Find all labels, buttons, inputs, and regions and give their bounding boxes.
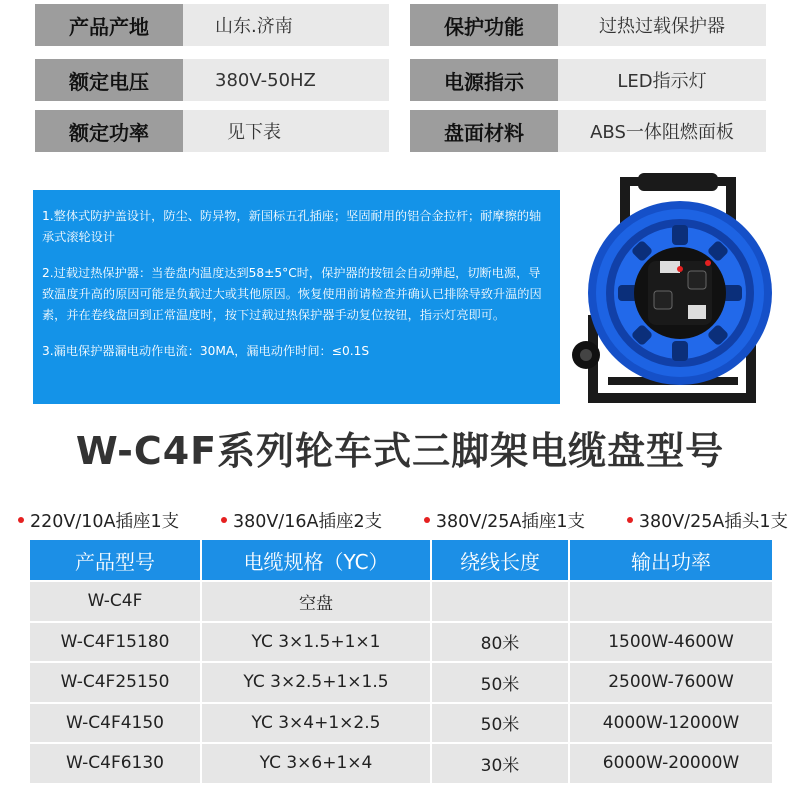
spec-value: 过热过载保护器 — [558, 4, 766, 46]
table-cell: 80米 — [430, 623, 568, 662]
table-cell: W-C4F6130 — [30, 744, 200, 783]
table-cell — [430, 582, 568, 621]
spec-row-origin — [35, 4, 389, 46]
feature-description-box — [33, 190, 560, 404]
table-cell: 50米 — [430, 663, 568, 702]
socket-item — [627, 508, 788, 533]
spec-label: 盘面材料 — [410, 110, 558, 152]
socket-item — [424, 508, 585, 533]
table-row — [30, 702, 772, 743]
spec-row-voltage — [35, 59, 389, 101]
spec-row-material — [410, 110, 766, 152]
spec-label: 额定电压 — [35, 59, 183, 101]
bullet-icon — [221, 517, 227, 523]
spec-value: 山东.济南 — [183, 4, 389, 46]
model-table — [30, 540, 772, 783]
table-cell: YC 3×4+1×2.5 — [200, 704, 430, 743]
table-cell: YC 3×6+1×4 — [200, 744, 430, 783]
table-row — [30, 742, 772, 783]
bullet-icon — [627, 517, 633, 523]
table-cell: W-C4F4150 — [30, 704, 200, 743]
table-row — [30, 580, 772, 621]
table-cell: 30米 — [430, 744, 568, 783]
spec-label: 额定功率 — [35, 110, 183, 152]
table-header-row — [30, 540, 772, 580]
socket-list — [18, 506, 788, 534]
table-cell: 6000W-20000W — [568, 744, 772, 783]
bullet-icon — [424, 517, 430, 523]
spec-label: 电源指示 — [410, 59, 558, 101]
cable-reel-product-image — [568, 165, 778, 420]
table-row — [30, 621, 772, 662]
spec-value: 380V-50HZ — [183, 59, 389, 101]
spec-label: 保护功能 — [410, 4, 558, 46]
spec-value: LED指示灯 — [558, 59, 766, 101]
feature-item: 1.整体式防护盖设计，防尘、防异物，新国标五孔插座；坚固耐用的铝合金拉杆；耐摩擦的轴承式滚轮设计 — [42, 209, 542, 244]
spec-value: ABS一体阻燃面板 — [558, 110, 766, 152]
spec-row-indicator — [410, 59, 766, 101]
table-cell: 50米 — [430, 704, 568, 743]
table-header-cell: 电缆规格（YC） — [200, 540, 430, 580]
table-header-cell: 输出功率 — [568, 540, 772, 580]
series-title: W-C4F系列轮车式三脚架电缆盘型号 — [75, 429, 725, 473]
cable-reel-icon — [568, 165, 778, 420]
table-cell: YC 3×1.5+1×1 — [200, 623, 430, 662]
spec-label: 产品产地 — [35, 4, 183, 46]
table-cell: 1500W-4600W — [568, 623, 772, 662]
bullet-icon — [18, 517, 24, 523]
socket-label: 380V/16A插座2支 — [232, 511, 383, 532]
table-cell: 4000W-12000W — [568, 704, 772, 743]
table-header-cell: 绕线长度 — [430, 540, 568, 580]
feature-item: 2.过载过热保护器：当卷盘内温度达到58±5°C时，保护器的按钮会自动弹起，切断电源，导致温度升高的原因可能是负载过大或其他原因。恢复使用前请检查并确认已排除导致升温的因素，并在卷线盘回到正常温度时，按下过载过热保护器手动复位按钮，指示灯亮即可。 — [42, 266, 542, 322]
table-header-cell: 产品型号 — [30, 540, 200, 580]
table-cell: 空盘 — [200, 582, 430, 621]
table-cell: 2500W-7600W — [568, 663, 772, 702]
feature-item: 3.漏电保护器漏电动作电流：30MA，漏电动作时间：≤0.1S — [42, 344, 370, 358]
table-cell: W-C4F15180 — [30, 623, 200, 662]
socket-item — [18, 508, 179, 533]
table-cell: W-C4F — [30, 582, 200, 621]
table-cell: W-C4F25150 — [30, 663, 200, 702]
socket-label: 380V/25A插座1支 — [435, 511, 586, 532]
table-cell — [568, 582, 772, 621]
table-row — [30, 661, 772, 702]
socket-label: 380V/25A插头1支 — [638, 511, 788, 532]
spec-row-protection — [410, 4, 766, 46]
socket-item — [221, 508, 382, 533]
spec-row-power — [35, 110, 389, 152]
table-cell: YC 3×2.5+1×1.5 — [200, 663, 430, 702]
spec-value: 见下表 — [183, 110, 389, 152]
socket-label: 220V/10A插座1支 — [30, 511, 180, 532]
